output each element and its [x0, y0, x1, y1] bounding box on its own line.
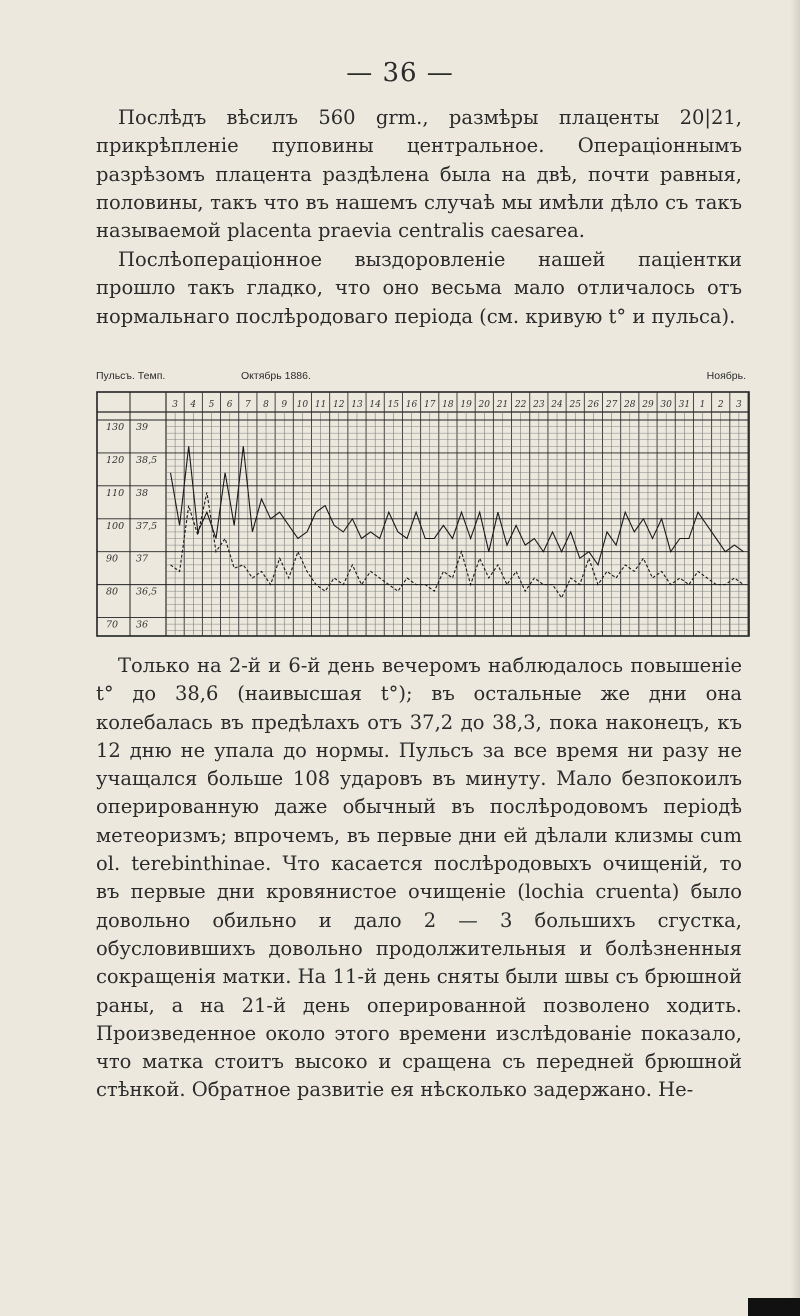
day-label: 3 [172, 400, 178, 410]
temp-tick-label: 38,5 [136, 454, 158, 466]
day-label: 12 [333, 400, 345, 410]
day-label: 3 [736, 400, 742, 410]
day-label: 8 [263, 400, 269, 410]
day-label: 30 [660, 400, 672, 410]
temp-tick-label: 37 [136, 553, 149, 565]
scan-corner-mark [748, 1298, 800, 1316]
chart-caption-next-month: Ноябрь. [706, 370, 746, 382]
day-label: 13 [351, 400, 363, 410]
day-label: 7 [244, 400, 251, 410]
day-label: 19 [460, 400, 472, 410]
day-label: 11 [314, 400, 327, 410]
day-label: 21 [496, 400, 509, 410]
day-label: 29 [642, 400, 654, 410]
day-label: 22 [514, 400, 527, 410]
temp-tick-label: 37,5 [136, 520, 158, 532]
temp-tick-label: 36,5 [136, 586, 158, 598]
day-label: 9 [281, 400, 288, 410]
day-label: 17 [423, 400, 436, 410]
day-label: 14 [369, 400, 381, 410]
day-label: 15 [387, 400, 400, 410]
page-edge-shadow [790, 0, 800, 1316]
temp-tick-label: 36 [136, 619, 149, 631]
pulse-tick-label: 130 [106, 422, 125, 433]
chart-caption-month: Октябрь 1886. [241, 370, 311, 382]
paragraph-placenta: Послѣдъ вѣсилъ 560 grm., размѣры плаценты 20|21, прикрѣпленіе пуповины центральное. Операціоннымъ разрѣзомъ плацента раздѣлена была на двѣ, почти равныя, половины, такъ что въ нашемъ случаѣ мы имѣли дѣло съ такъ называемой placenta praevia centralis caesarea. [96, 106, 742, 243]
day-label: 10 [296, 400, 309, 410]
temp-tick-label: 38 [136, 487, 149, 499]
chart-caption-left: Пульсъ. Темп. [96, 370, 166, 382]
pulse-tick-label: 100 [106, 520, 125, 532]
temp-tick-label: 39 [136, 422, 149, 433]
day-label: 6 [226, 400, 233, 410]
chart-svg [96, 390, 750, 640]
day-label: 5 [208, 400, 215, 410]
paragraph-course: Только на 2-й и 6-й день вечеромъ наблюдалось повышеніе t° до 38,6 (наивысшая t°); въ остальные же дни она колебалась въ предѣлахъ отъ 37,2 до 38,3, пока наконецъ, къ 12 дню не упала до нормы. Пульсъ за все время ни разу не учащался больше 108 ударовъ въ минуту. Мало безпокоилъ оперированную даже обычный въ послѣродовомъ періодѣ метеоризмъ; впрочемъ, въ первые дни ей дѣлали клизмы cum ol. terebinthinae. Что касается послѣродовыхъ очищеній, то въ первые дни кровянистое очищеніе (lochia cruenta) было довольно обильно и дало 2 — 3 большихъ сгустка, обусловившихъ довольно продолжительныя и болѣзненныя сокращенія матки. На 11-й день сняты были швы съ брюшной раны, а на 21-й день оперированной позволено ходить. Произведенное около этого времени изслѣдованіе показало, что матка стоитъ высоко и сращена съ передней брюшной стѣнкой. Обратное развитіе ея нѣсколько задержано. Не- [96, 654, 742, 1102]
day-label: 25 [569, 400, 581, 410]
page-number: — 36 — [346, 58, 454, 88]
pulse-tick-label: 90 [106, 553, 119, 565]
day-label: 24 [551, 400, 563, 410]
day-label: 2 [717, 400, 724, 410]
day-label: 18 [442, 400, 454, 410]
pulse-tick-label: 120 [106, 454, 125, 466]
paragraph-recovery: Послѣоперaціонное выздоровленіе нашей паціентки прошло такъ гладко, что оно весьма мало отличалось отъ нормальнаго послѣродоваго періода (см. кривую t° и пульса). [96, 248, 742, 328]
day-label: 28 [624, 400, 636, 410]
pulse-tick-label: 70 [106, 619, 119, 631]
day-label: 23 [533, 400, 545, 410]
pulse-tick-label: 110 [106, 487, 125, 499]
day-label: 27 [605, 400, 618, 410]
pulse-tick-label: 80 [106, 586, 119, 598]
day-label: 4 [190, 400, 197, 410]
day-label: 31 [678, 400, 691, 410]
day-label: 20 [478, 400, 491, 410]
temperature-pulse-chart [96, 390, 750, 640]
day-label: 26 [587, 400, 600, 410]
day-label: 16 [405, 400, 418, 410]
chart-grid [97, 392, 749, 636]
chart-frame [97, 392, 749, 636]
day-label: 1 [699, 400, 706, 410]
